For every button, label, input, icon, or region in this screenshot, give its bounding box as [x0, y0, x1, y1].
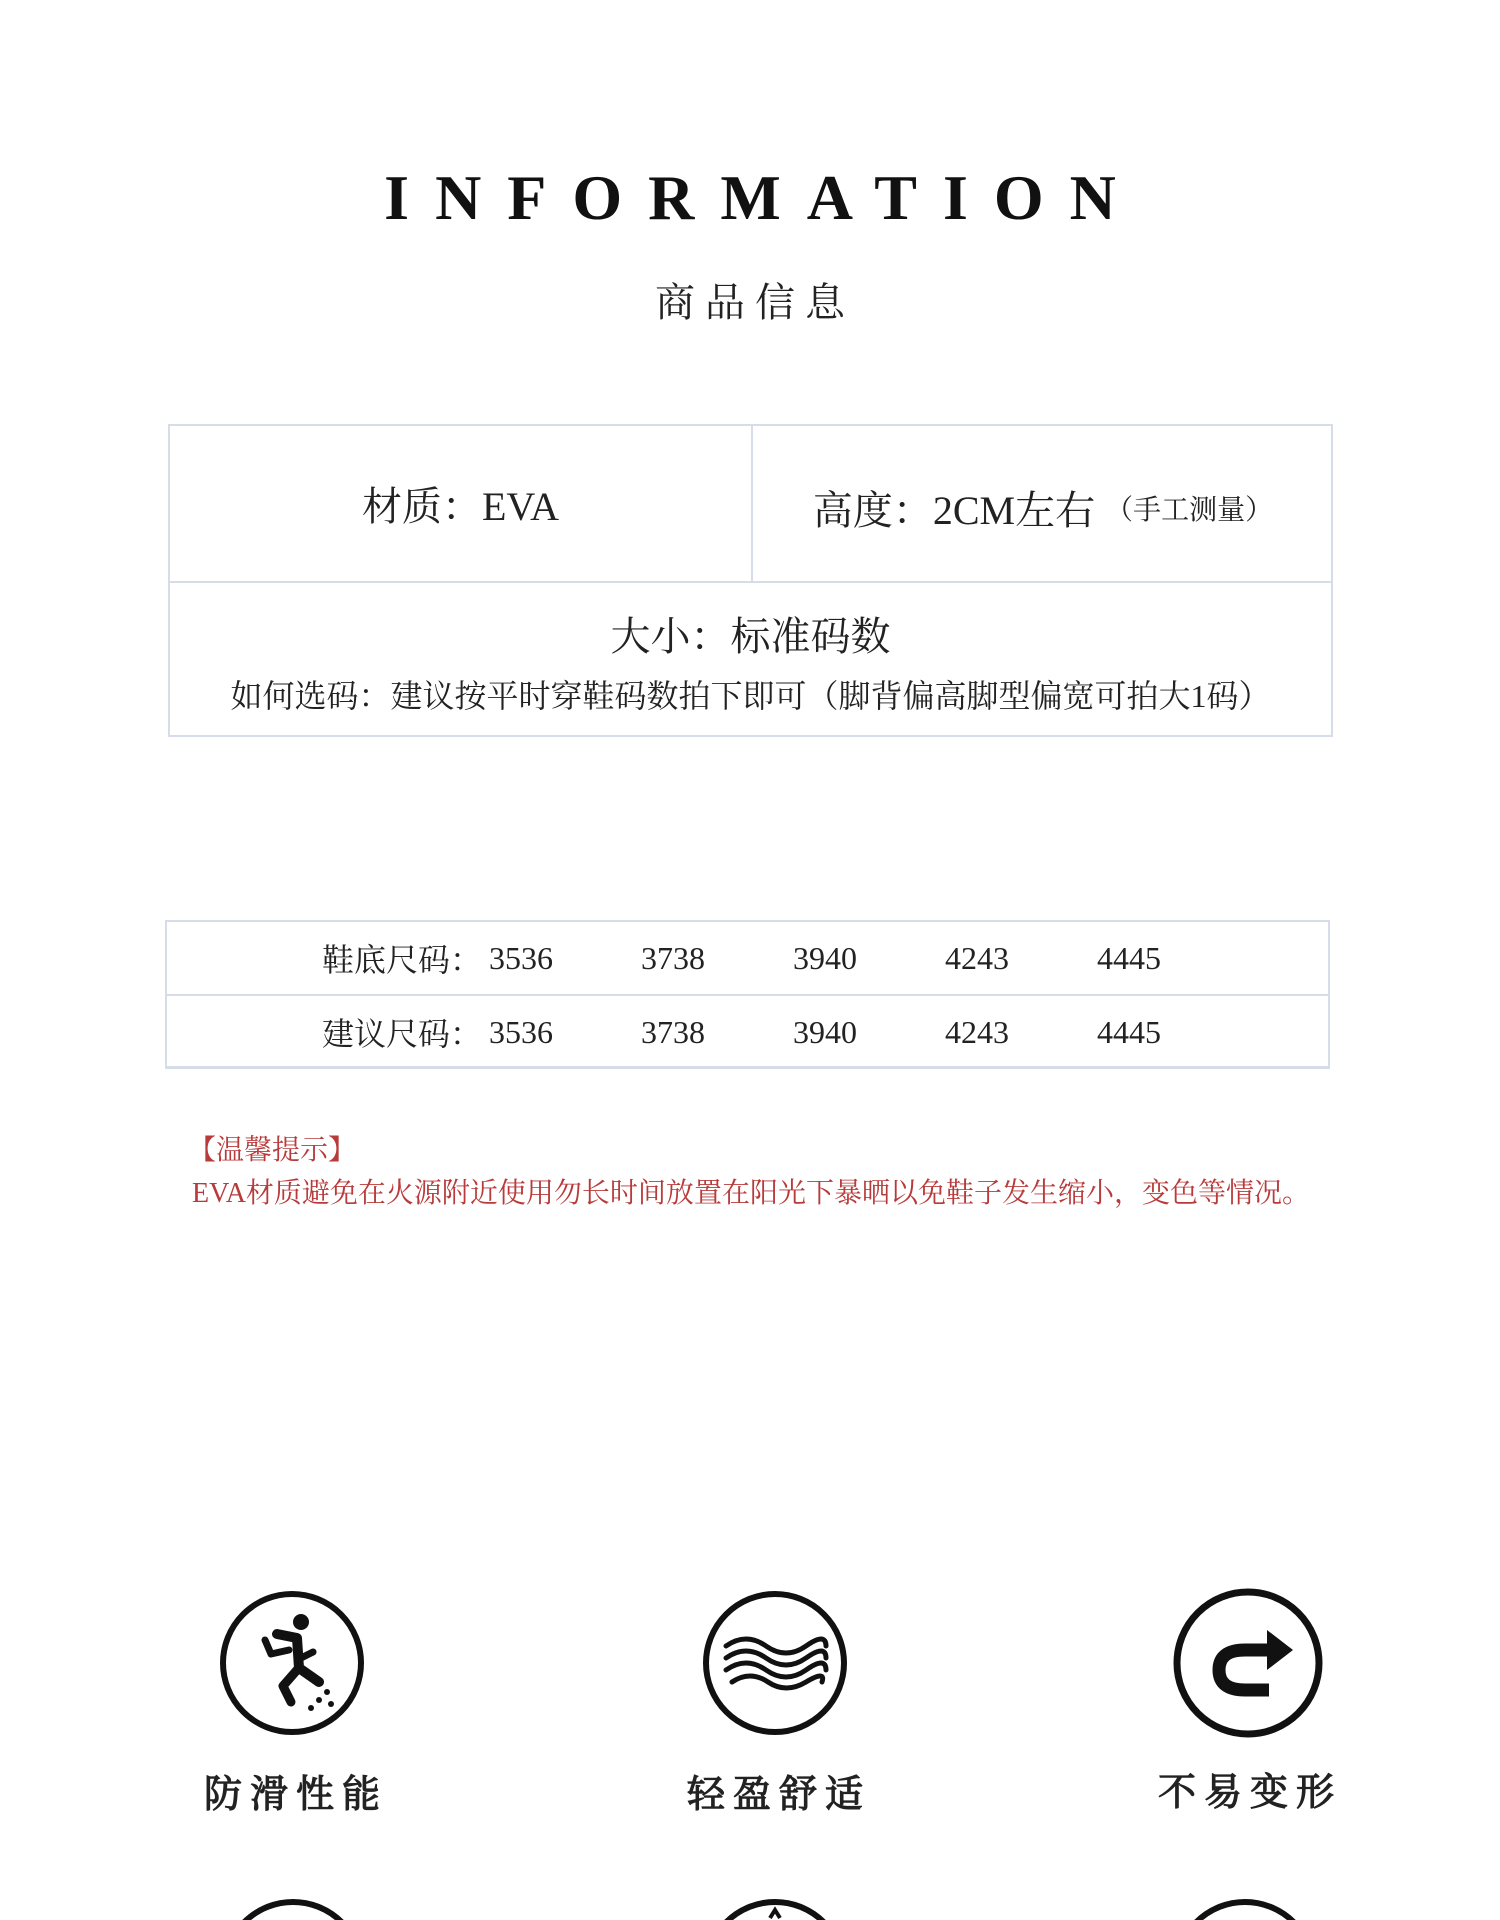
info-table — [168, 424, 1333, 737]
feature-label: 轻盈舒适 — [686, 1772, 871, 1816]
size-tip: 如何选码：建议按平时穿鞋码数拍下即可（脚背偏高脚型偏宽可拍大1码） — [230, 678, 1271, 714]
size-text: 大小：标准码数 — [610, 614, 891, 659]
height-note: （手工测量） — [1105, 494, 1274, 526]
notice-title: 【温馨提示】 — [188, 1135, 357, 1166]
feature-comfort — [645, 1590, 905, 1818]
circle-icon — [218, 1896, 368, 1920]
size-value: 3738 — [641, 1013, 705, 1050]
page-title: INFORMATION — [384, 162, 1142, 233]
size-row-sole — [167, 922, 1328, 994]
height-text: 高度：2CM左右 — [812, 488, 1096, 533]
material-text: 材质：EVA — [361, 484, 560, 529]
circle-icon — [700, 1896, 850, 1920]
size-value: 3940 — [793, 939, 857, 976]
feature-label: 防滑性能 — [203, 1772, 388, 1816]
return-arrow-icon — [1173, 1588, 1319, 1734]
size-value: 4243 — [945, 939, 1009, 976]
size-value: 3536 — [489, 939, 553, 976]
feature-anti-slip — [162, 1590, 422, 1818]
feature-shape-retention — [1116, 1588, 1376, 1816]
size-value: 4243 — [945, 1013, 1009, 1050]
row-label: 鞋底尺码： — [322, 942, 483, 978]
row-label: 建议尺码： — [322, 1016, 483, 1052]
feature-label: 不易变形 — [1157, 1770, 1342, 1814]
circle-icon — [1170, 1896, 1320, 1920]
size-value: 4445 — [1097, 1013, 1161, 1050]
material-cell — [170, 426, 751, 581]
notice-body: EVA材质避免在火源附近使用勿长时间放置在阳光下暴晒以免鞋子发生缩小，变色等情况。 — [192, 1178, 1310, 1209]
size-value: 3738 — [641, 939, 705, 976]
size-value: 3536 — [489, 1013, 553, 1050]
size-value: 3940 — [793, 1013, 857, 1050]
height-cell — [753, 426, 1333, 581]
waves-icon — [702, 1590, 848, 1736]
size-chart-table — [165, 920, 1330, 1069]
size-value: 4445 — [1097, 939, 1161, 976]
slipping-person-icon — [219, 1590, 365, 1736]
page-subtitle: 商品信息 — [655, 280, 855, 326]
size-row-suggested — [167, 996, 1328, 1068]
